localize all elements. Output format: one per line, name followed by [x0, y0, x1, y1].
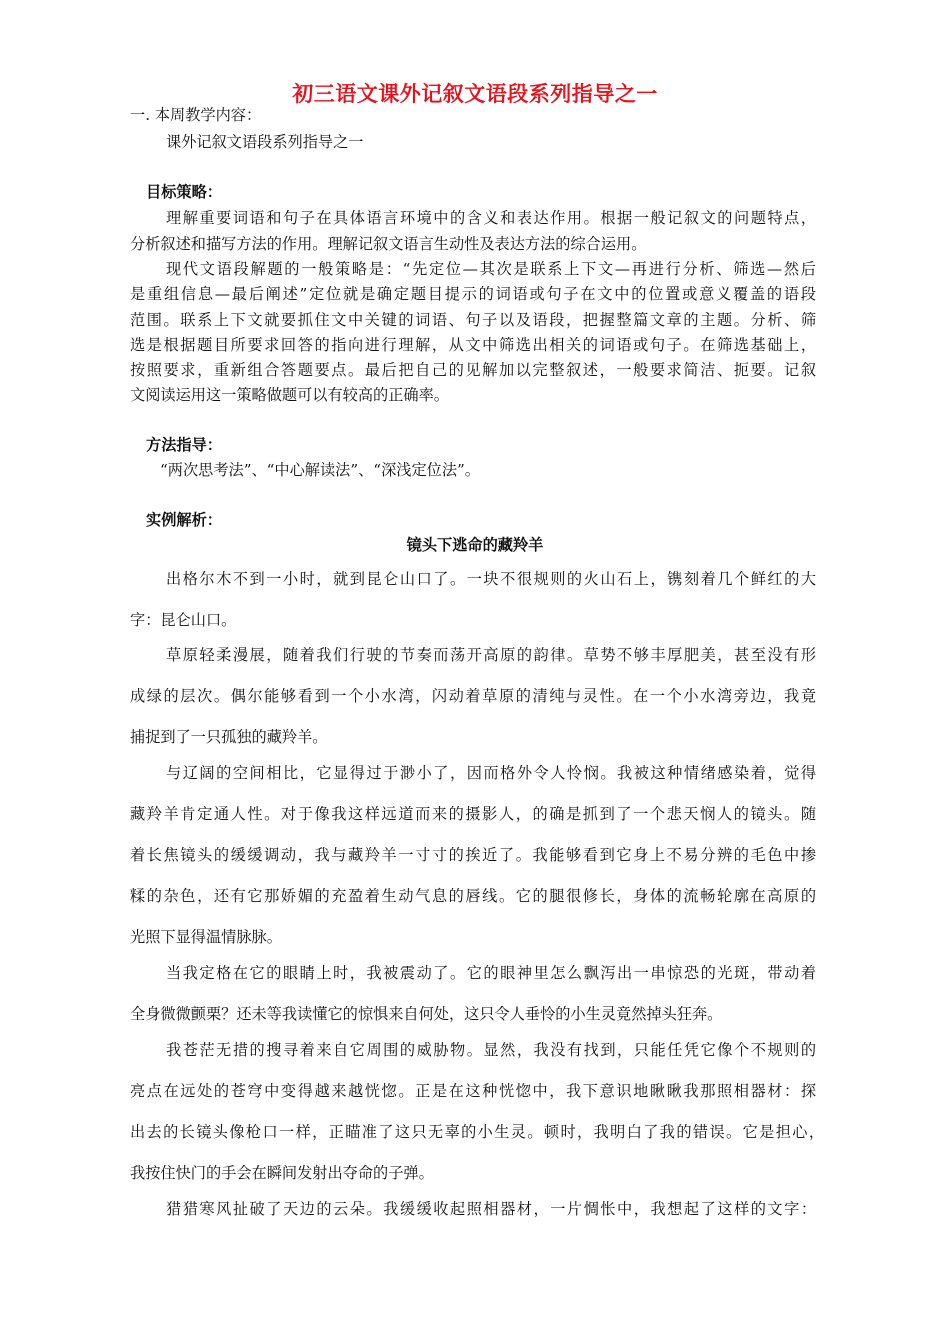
article-line: 成绿的层次。偶尔能够看到一个小水湾，闪动着草原的清纯与灵性。在一个小水湾旁边，我竟 — [130, 687, 816, 705]
goal-line: 范围。联系上下文就要抓住文中关键的词语、句子以及语段，把握整篇文章的主题。分析、筛 — [130, 311, 816, 329]
section-content-text: 课外记叙文语段系列指导之一 — [166, 133, 364, 151]
example-heading: 实例解析： — [146, 511, 222, 529]
article-title: 镜头下逃命的藏羚羊 — [406, 536, 544, 554]
goal-line: 理解重要词语和句子在具体语言环境中的含义和表达作用。根据一般记叙文的问题特点， — [166, 209, 816, 227]
article-line: 全身微微颤栗？还未等我读懂它的惊惧来自何处，这只令人垂怜的小生灵竟然掉头狂奔。 — [130, 1005, 723, 1023]
method-heading: 方法指导： — [146, 436, 222, 454]
article-line: 草原轻柔漫展，随着我们行驶的节奏而荡开高原的韵律。草势不够丰厚肥美，甚至没有形 — [166, 646, 816, 664]
article-line: 亮点在远处的苍穹中变得越来越恍惚。正是在这种恍惚中，我下意识地瞅瞅我那照相器材：探 — [130, 1082, 816, 1100]
article-line: 我苍茫无措的搜寻着来自它周围的威胁物。显然，我没有找到，只能任凭它像个不规则的 — [166, 1041, 816, 1059]
section-heading-content: 一. 本周教学内容： — [130, 106, 262, 124]
article-line: 捕捉到了一只孤独的藏羚羊。 — [130, 728, 328, 746]
method-content: “两次思考法”、“中心解读法”、“深浅定位法”。 — [160, 461, 480, 479]
article-line: 与辽阔的空间相比，它显得过于渺小了，因而格外令人怜悯。我被这种情绪感染着，觉得 — [166, 764, 816, 782]
document-title: 初三语文课外记叙文语段系列指导之一 — [292, 82, 658, 106]
article-line: 当我定格在它的眼睛上时，我被震动了。它的眼神里怎么飘泻出一串惊恐的光斑，带动着 — [166, 964, 816, 982]
goal-line: 选是根据题目所要求回答的指向进行理解，从文中筛选出相关的词语或句子。在筛选基础上， — [130, 336, 816, 354]
article-line: 藏羚羊肯定通人性。对于像我这样远道而来的摄影人，的确是抓到了一个悲天悯人的镜头。随 — [130, 805, 816, 823]
article-line: 出格尔木不到一小时，就到昆仑山口了。一块不很规则的火山石上，镌刻着几个鲜红的大 — [166, 570, 816, 588]
article-line: 糅的杂色，还有它那娇媚的充盈着生动气息的唇线。它的腿很修长，身体的流畅轮廓在高原的 — [130, 887, 816, 905]
goal-line: 是重组信息—最后阐述”定位就是确定题目提示的词语或句子在文中的位置或意义覆盖的语段 — [130, 285, 816, 303]
goal-line: 文阅读运用这一策略做题可以有较高的正确率。 — [130, 386, 449, 404]
goal-heading: 目标策略： — [146, 183, 222, 201]
article-line: 字：昆仑山口。 — [130, 611, 237, 629]
goal-line: 分析叙述和描写方法的作用。理解记叙文语言生动性及表达方法的综合运用。 — [130, 235, 647, 253]
goal-line: 现代文语段解题的一般策略是：“先定位—其次是联系上下文—再进行分析、筛选—然后 — [166, 260, 816, 278]
article-line: 我按住快门的手会在瞬间发射出夺命的子弹。 — [130, 1164, 434, 1182]
article-line: 猎猎寒风扯破了天边的云朵。我缓缓收起照相器材，一片惆怅中，我想起了这样的文字： — [166, 1200, 816, 1218]
article-line: 着长焦镜头的缓缓调动，我与藏羚羊一寸寸的挨近了。我能够看到它身上不易分辨的毛色中掺 — [130, 846, 816, 864]
goal-line: 按照要求，重新组合答题要点。最后把自己的见解加以完整叙述，一般要求简洁、扼要。记叙 — [130, 361, 816, 379]
article-line: 出去的长镜头像枪口一样，正瞄准了这只无辜的小生灵。顿时，我明白了我的错误。它是担心， — [130, 1123, 824, 1141]
article-line: 光照下显得温情脉脉。 — [130, 928, 282, 946]
